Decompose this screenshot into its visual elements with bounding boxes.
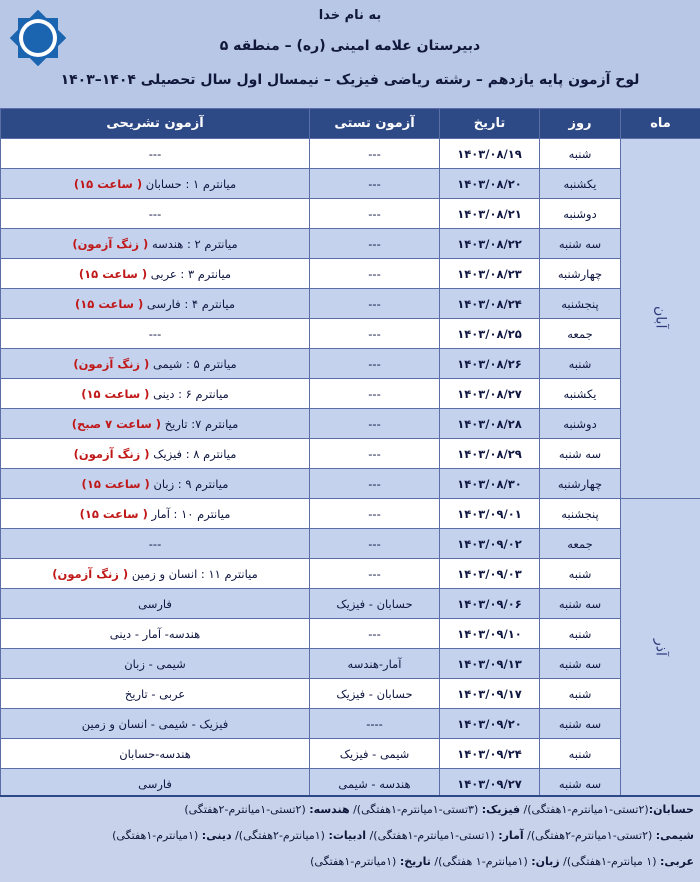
schedule-title: لوح آزمون پایه یازدهم – رشته ریاضی فیزیک – نیمسال اول سال تحصیلی ۱۴۰۴–۱۴۰۳: [0, 72, 700, 88]
day-cell: شنبه: [540, 679, 621, 709]
legend-key: فیزیک:: [482, 803, 520, 816]
table-row: [1, 379, 700, 409]
date-cell: ۱۴۰۳/۰۸/۲۸: [440, 409, 540, 439]
date-cell: ۱۴۰۳/۰۸/۲۴: [440, 289, 540, 319]
table-row: [1, 559, 700, 589]
day-cell: سه شنبه: [540, 229, 621, 259]
date-cell: ۱۴۰۳/۰۹/۰۶: [440, 589, 540, 619]
written-exam-cell: [1, 379, 310, 409]
written-exam-cell: [1, 229, 310, 259]
test-exam-cell: ---: [310, 199, 440, 229]
table-row: [1, 289, 700, 319]
written-exam-text: فیزیک - شیمی - انسان و زمین: [82, 717, 228, 731]
footer-legend: [0, 795, 700, 882]
legend-key: حسابان:: [649, 803, 694, 816]
exam-time-note: ( ساعت ۱۵): [79, 267, 147, 281]
exam-time-note: ( ساعت ۱۵): [82, 477, 150, 491]
test-exam-cell: ---: [310, 229, 440, 259]
written-exam-cell: [1, 139, 310, 169]
written-exam-text: میانترم ۶ : دینی: [153, 387, 229, 401]
exam-time-note: ( زنگ آزمون): [73, 357, 149, 371]
written-exam-text: شیمی - زبان: [124, 657, 186, 671]
day-cell: شنبه: [540, 139, 621, 169]
month-cell: [621, 499, 700, 799]
day-cell: جمعه: [540, 529, 621, 559]
exam-time-note: ( زنگ آزمون): [74, 447, 150, 461]
day-cell: سه شنبه: [540, 439, 621, 469]
table-row: [1, 139, 700, 169]
table-row: [1, 739, 700, 769]
written-exam-text: میانترم ۸ : فیزیک: [153, 447, 236, 461]
written-exam-text: هندسه-حسابان: [119, 747, 191, 761]
table-row: [1, 769, 700, 799]
test-exam-cell: هندسه - شیمی: [310, 769, 440, 799]
table-row: [1, 529, 700, 559]
table-row: [1, 499, 700, 529]
school-name: دبیرستان علامه امینی (ره) – منطقه ۵: [0, 38, 700, 54]
date-cell: ۱۴۰۳/۰۸/۲۶: [440, 349, 540, 379]
table-row: [1, 319, 700, 349]
legend-line-1: [4, 803, 694, 816]
date-cell: ۱۴۰۳/۰۸/۳۰: [440, 469, 540, 499]
test-exam-cell: ---: [310, 409, 440, 439]
day-cell: سه شنبه: [540, 649, 621, 679]
legend-key: عربی:: [660, 855, 694, 868]
month-label: آبان: [653, 306, 669, 328]
day-cell: یکشنبه: [540, 169, 621, 199]
test-exam-cell: ---: [310, 439, 440, 469]
written-exam-cell: [1, 289, 310, 319]
written-exam-text: میانترم ۱۱ : انسان و زمین: [132, 567, 258, 581]
column-header-month: ماه: [621, 109, 700, 139]
written-exam-text: فارسی: [138, 597, 172, 611]
date-cell: ۱۴۰۳/۰۹/۲۷: [440, 769, 540, 799]
table-row: [1, 349, 700, 379]
day-cell: شنبه: [540, 349, 621, 379]
date-cell: ۱۴۰۳/۰۹/۲۰: [440, 709, 540, 739]
day-cell: سه شنبه: [540, 769, 621, 799]
column-header-day: روز: [540, 109, 621, 139]
table-body: [1, 139, 700, 799]
written-exam-cell: [1, 529, 310, 559]
written-exam-cell: [1, 349, 310, 379]
test-exam-cell: ----: [310, 709, 440, 739]
table-row: [1, 439, 700, 469]
written-exam-text: میانترم ۳ : عربی: [151, 267, 231, 281]
legend-line-3: [4, 855, 694, 868]
table-row: [1, 619, 700, 649]
written-exam-text: ---: [149, 537, 161, 551]
legend-key: دینی:: [202, 829, 232, 842]
written-exam-cell: [1, 259, 310, 289]
column-header-written-exam: آزمون تشریحی: [1, 109, 310, 139]
written-exam-text: میانترم ۹ : زبان: [153, 477, 228, 491]
legend-key: شیمی:: [656, 829, 694, 842]
day-cell: شنبه: [540, 619, 621, 649]
day-cell: شنبه: [540, 559, 621, 589]
exam-time-note: ( ساعت ۱۵): [81, 387, 149, 401]
date-cell: ۱۴۰۳/۰۹/۱۰: [440, 619, 540, 649]
legend-value: (۱میانترم-۱ هفتگی)/: [431, 855, 531, 868]
test-exam-cell: ---: [310, 169, 440, 199]
month-label: آذر: [653, 639, 669, 656]
day-cell: دوشنبه: [540, 199, 621, 229]
date-cell: ۱۴۰۳/۰۸/۲۳: [440, 259, 540, 289]
table-row: [1, 709, 700, 739]
exam-time-note: ( ساعت ۷ صبح): [72, 417, 161, 431]
test-exam-cell: ---: [310, 529, 440, 559]
test-exam-cell: ---: [310, 349, 440, 379]
written-exam-cell: [1, 169, 310, 199]
written-exam-text: میانترم ۷: تاریخ: [165, 417, 239, 431]
written-exam-text: میانترم ۱۰ : آمار: [151, 507, 230, 521]
legend-value: (۱میانترم-۱هفتگی): [310, 855, 400, 868]
table-header-row: [1, 109, 700, 139]
day-cell: پنجشنبه: [540, 499, 621, 529]
column-header-test-exam: آزمون تستی: [310, 109, 440, 139]
test-exam-cell: ---: [310, 319, 440, 349]
test-exam-cell: ---: [310, 499, 440, 529]
written-exam-text: میانترم ۴ : فارسی: [147, 297, 235, 311]
written-exam-cell: [1, 319, 310, 349]
test-exam-cell: ---: [310, 139, 440, 169]
table-row: [1, 229, 700, 259]
written-exam-text: میانترم ۱ : حسابان: [146, 177, 236, 191]
written-exam-cell: [1, 469, 310, 499]
legend-value: (۲تستی-۱میانترم-۱هفتگی)/: [520, 803, 649, 816]
legend-value: (۲تستی-۱میانترم-۲هفتگی): [184, 803, 309, 816]
test-exam-cell: ---: [310, 619, 440, 649]
date-cell: ۱۴۰۳/۰۸/۲۱: [440, 199, 540, 229]
date-cell: ۱۴۰۳/۰۸/۲۲: [440, 229, 540, 259]
legend-value: (۳تستی-۱میانترم-۱هفتگی)/: [350, 803, 482, 816]
test-exam-cell: حسابان - فیزیک: [310, 589, 440, 619]
legend-key: زبان:: [531, 855, 559, 868]
exam-time-note: ( ساعت ۱۵): [80, 507, 148, 521]
written-exam-text: عربی - تاریخ: [125, 687, 185, 701]
day-cell: سه شنبه: [540, 589, 621, 619]
legend-value: (۲تستی-۱میانترم-۲هفتگی)/: [524, 829, 656, 842]
date-cell: ۱۴۰۳/۰۸/۲۰: [440, 169, 540, 199]
written-exam-cell: [1, 679, 310, 709]
date-cell: ۱۴۰۳/۰۹/۰۲: [440, 529, 540, 559]
written-exam-cell: [1, 649, 310, 679]
written-exam-cell: [1, 709, 310, 739]
date-cell: ۱۴۰۳/۰۹/۰۱: [440, 499, 540, 529]
test-exam-cell: ---: [310, 379, 440, 409]
header: [0, 0, 700, 109]
table-row: [1, 259, 700, 289]
exam-time-note: ( زنگ آزمون): [52, 567, 128, 581]
legend-value: (۱میانترم-۱هفتگی): [112, 829, 202, 842]
test-exam-cell: ---: [310, 559, 440, 589]
exam-table: [0, 108, 700, 799]
table-row: [1, 649, 700, 679]
table-row: [1, 589, 700, 619]
written-exam-cell: [1, 409, 310, 439]
legend-key: آمار:: [498, 829, 523, 842]
table-row: [1, 409, 700, 439]
written-exam-cell: [1, 739, 310, 769]
header-title: به نام خدا: [0, 8, 700, 23]
day-cell: جمعه: [540, 319, 621, 349]
legend-key: هندسه:: [309, 803, 349, 816]
day-cell: چهارشنبه: [540, 469, 621, 499]
legend-key: ادبیات:: [328, 829, 366, 842]
day-cell: چهارشنبه: [540, 259, 621, 289]
day-cell: یکشنبه: [540, 379, 621, 409]
date-cell: ۱۴۰۳/۰۸/۱۹: [440, 139, 540, 169]
date-cell: ۱۴۰۳/۰۹/۰۳: [440, 559, 540, 589]
test-exam-cell: شیمی - فیزیک: [310, 739, 440, 769]
date-cell: ۱۴۰۳/۰۹/۱۳: [440, 649, 540, 679]
table-row: [1, 199, 700, 229]
legend-value: (۱ میانترم-۱هفتگی)/: [560, 855, 660, 868]
test-exam-cell: حسابان - فیزیک: [310, 679, 440, 709]
exam-time-note: ( ساعت ۱۵): [75, 297, 143, 311]
column-header-date: تاریخ: [440, 109, 540, 139]
written-exam-cell: [1, 439, 310, 469]
date-cell: ۱۴۰۳/۰۸/۲۵: [440, 319, 540, 349]
written-exam-text: ---: [149, 147, 161, 161]
legend-value: (۱میانترم-۲هفتگی)/: [232, 829, 329, 842]
date-cell: ۱۴۰۳/۰۹/۲۴: [440, 739, 540, 769]
written-exam-text: ---: [149, 327, 161, 341]
written-exam-text: میانترم ۲ : هندسه: [152, 237, 238, 251]
table-row: [1, 679, 700, 709]
written-exam-cell: [1, 619, 310, 649]
written-exam-cell: [1, 499, 310, 529]
test-exam-cell: ---: [310, 259, 440, 289]
test-exam-cell: آمار-هندسه: [310, 649, 440, 679]
written-exam-text: هندسه- آمار - دینی: [110, 627, 200, 641]
test-exam-cell: ---: [310, 289, 440, 319]
written-exam-text: ---: [149, 207, 161, 221]
written-exam-cell: [1, 589, 310, 619]
table-row: [1, 169, 700, 199]
day-cell: سه شنبه: [540, 709, 621, 739]
written-exam-text: فارسی: [138, 777, 172, 791]
legend-value: (۱تستی-۱میانترم-۱هفتگی)/: [366, 829, 498, 842]
exam-time-note: ( زنگ آزمون): [72, 237, 148, 251]
date-cell: ۱۴۰۳/۰۹/۱۷: [440, 679, 540, 709]
written-exam-cell: [1, 199, 310, 229]
month-cell: [621, 139, 700, 499]
table-row: [1, 469, 700, 499]
day-cell: شنبه: [540, 739, 621, 769]
date-cell: ۱۴۰۳/۰۸/۲۹: [440, 439, 540, 469]
exam-time-note: ( ساعت ۱۵): [74, 177, 142, 191]
day-cell: پنجشنبه: [540, 289, 621, 319]
date-cell: ۱۴۰۳/۰۸/۲۷: [440, 379, 540, 409]
day-cell: دوشنبه: [540, 409, 621, 439]
test-exam-cell: ---: [310, 469, 440, 499]
legend-line-2: [4, 829, 694, 842]
written-exam-cell: [1, 769, 310, 799]
written-exam-cell: [1, 559, 310, 589]
legend-key: تاریخ:: [400, 855, 431, 868]
written-exam-text: میانترم ۵ : شیمی: [153, 357, 237, 371]
